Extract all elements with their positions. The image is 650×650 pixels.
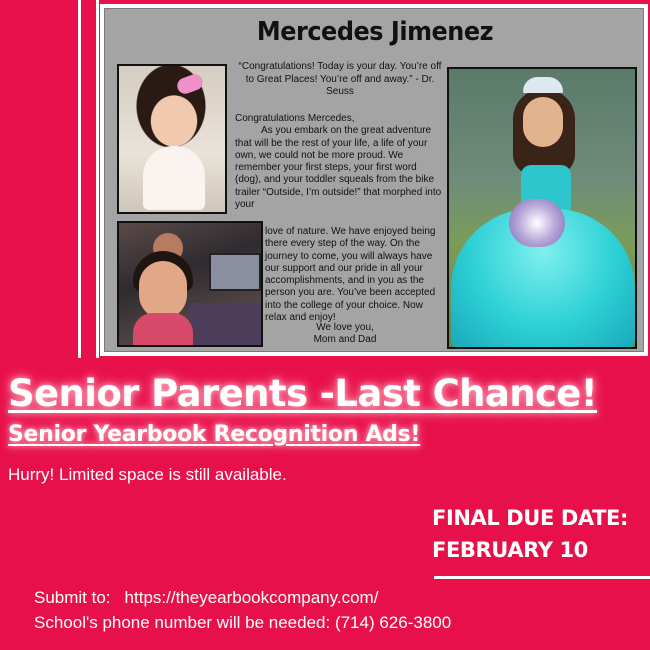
letter-paragraph-2: love of nature. We have enjoyed being there every step of the way. On the journey to come, you will always have our support and our pride in all your accomplishments, and in you as the person you are. You’ve been accepted into the college of your choice. Now relax and enjoy! [265, 226, 436, 324]
divider-bottom [434, 576, 650, 579]
due-date-label: FINAL DUE DATE: [432, 506, 628, 530]
divider-left-outer [78, 0, 81, 358]
student-name: Mercedes Jimenez [256, 17, 494, 47]
shirt-shape [133, 313, 193, 347]
letter-greeting: Congratulations Mercedes, [235, 113, 355, 124]
letter-signoff [265, 322, 425, 347]
letter-paragraph-1: As you embark on the great adventure that will be the rest of your life, a life of your own, we could not be more proud. We remember your first steps, your first word (dog), and your toddler squeals from the bike trailer “Outside, I’m outside!” that morphed into your [235, 125, 442, 211]
tiara-shape [523, 77, 563, 93]
closing: We love you, [316, 322, 374, 333]
baby-photo [117, 64, 227, 214]
phone-line: School's phone number will be needed: (714) 626-3800 [34, 613, 452, 632]
due-date: FEBRUARY 10 [432, 538, 588, 562]
headline: Senior Parents -Last Chance! [8, 372, 598, 415]
availability-notice: Hurry! Limited space is still available. [8, 465, 287, 484]
sample-ad [100, 4, 648, 356]
submit-url[interactable]: https://theyearbookcompany.com/ [124, 588, 379, 607]
bouquet-shape [509, 199, 565, 247]
seuss-quote: “Congratulations! Today is your day. You’re off to Great Places! You’re off and away.” - Dr. Seuss [238, 61, 442, 97]
face-shape [139, 261, 187, 319]
submit-line [34, 585, 451, 610]
dress-shape [143, 146, 205, 210]
monitor-shape [209, 253, 261, 291]
quinceanera-photo [447, 67, 637, 349]
submission-info [34, 585, 451, 635]
submit-label: Submit to: [34, 588, 111, 607]
divider-left-inner [96, 0, 99, 358]
due-date-block [432, 502, 642, 566]
desk-shape [189, 303, 263, 347]
hair-bow-shape [175, 72, 205, 96]
sample-ad-panel [104, 8, 644, 352]
letter-body-top [235, 113, 445, 211]
face-shape [523, 97, 563, 147]
signature: Mom and Dad [313, 334, 377, 346]
classroom-photo [117, 221, 263, 347]
subheadline: Senior Yearbook Recognition Ads! [8, 422, 421, 447]
